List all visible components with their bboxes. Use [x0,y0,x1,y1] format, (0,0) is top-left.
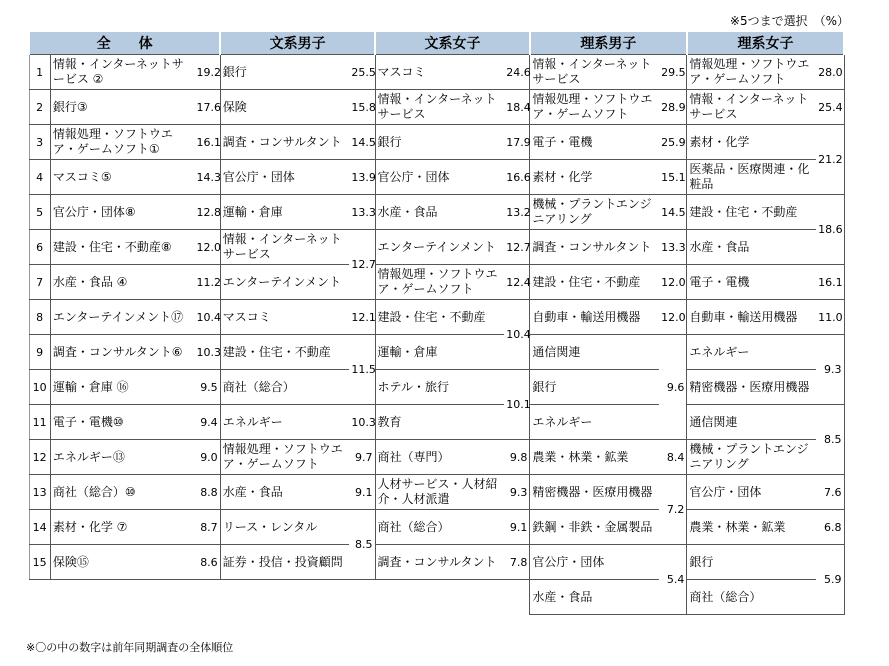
bunkei-male-name: 保険 [220,90,349,125]
rikei-male-name: 電子・電機 [530,125,659,160]
bunkei-female-name: 教育 [375,405,504,440]
bunkei-male-value: 9.7 [349,440,375,475]
bunkei-female-name: 情報・インターネットサービス [375,90,504,125]
rikei-female-value: 16.1 [816,265,844,300]
bunkei-female-name: ホテル・旅行 [375,370,504,405]
overall-name: 保険⑮ [50,545,194,580]
rikei-female-name: 自動車・輸送用機器 [687,300,816,335]
rikei-male-name: 精密機器・医療用機器 [530,475,659,510]
bunkei-male-name: 建設・住宅・不動産 [220,335,349,370]
overall-name: 素材・化学 ⑦ [50,510,194,545]
header-row [29,31,844,55]
bunkei-female-value: 9.8 [504,440,530,475]
rank-cell: 8 [29,300,50,335]
bunkei-male-value: 10.3 [349,405,375,440]
bunkei-male-name: エネルギー [220,405,349,440]
overall-value: 16.1 [195,125,221,160]
overall-value: 11.2 [195,265,221,300]
header-rikei-male: 理系男子 [530,31,687,55]
bunkei-female-value: 13.2 [504,195,530,230]
rikei-female-name: 情報・インターネットサービス [687,90,816,125]
rikei-male-name: 銀行 [530,370,659,405]
rikei-male-value: 25.9 [659,125,687,160]
rikei-female-name: 機械・プラントエンジニアリング [687,440,816,475]
table-row [29,545,844,580]
rank-cell: 12 [29,440,50,475]
rank-cell: 7 [29,265,50,300]
bunkei-female-name: 調査・コンサルタント [375,545,504,580]
rikei-female-name: 農業・林業・鉱業 [687,510,816,545]
rikei-male-name: 調査・コンサルタント [530,230,659,265]
rank-cell: 3 [29,125,50,160]
rikei-male-value: 14.5 [659,195,687,230]
rikei-female-name: 通信関連 [687,405,816,440]
bunkei-male-value: 9.1 [349,475,375,510]
bunkei-male-name: マスコミ [220,300,349,335]
rank-cell: 4 [29,160,50,195]
bunkei-male-name: 情報・インターネットサービス [220,230,349,265]
bunkei-male-name: 銀行 [220,55,349,90]
bunkei-female-value: 24.6 [504,55,530,90]
rikei-male-name: 情報・インターネットサービス [530,55,659,90]
footnote: ※〇の中の数字は前年同期調査の全体順位 [26,641,234,654]
overall-value: 17.6 [195,90,221,125]
bunkei-male-value: 15.8 [349,90,375,125]
rikei-female-name: 商社（総合） [687,580,816,615]
rikei-female-name: 電子・電機 [687,265,816,300]
bunkei-female-name: マスコミ [375,55,504,90]
bunkei-female-name: エンターテインメント [375,230,504,265]
rikei-female-name: 水産・食品 [687,230,816,265]
rikei-male-value: 29.5 [659,55,687,90]
rikei-male-value: 9.6 [659,335,687,440]
bunkei-male-name: 官公庁・団体 [220,160,349,195]
overall-value: 12.0 [195,230,221,265]
rikei-male-name: エネルギー [530,405,659,440]
bunkei-male-value: 13.9 [349,160,375,195]
overall-name: 銀行③ [50,90,194,125]
header-bunkei-male: 文系男子 [220,31,375,55]
rikei-female-name: 素材・化学 [687,125,816,160]
bunkei-female-value: 12.4 [504,265,530,300]
rikei-male-value: 5.4 [659,545,687,615]
table-row [29,195,844,230]
overall-name: エネルギー⑬ [50,440,194,475]
rank-cell: 13 [29,475,50,510]
bunkei-male-value: 11.5 [349,335,375,405]
bunkei-male-name: 運輸・倉庫 [220,195,349,230]
rank-cell: 15 [29,545,50,580]
bunkei-female-name: 運輸・倉庫 [375,335,504,370]
header-rikei-female: 理系女子 [687,31,844,55]
rikei-male-name: 水産・食品 [530,580,659,615]
rikei-male-name: 機械・プラントエンジニアリング [530,195,659,230]
rikei-male-value: 12.0 [659,300,687,335]
table-row [29,55,844,90]
rikei-female-value: 7.6 [816,475,844,510]
overall-name: 調査・コンサルタント⑥ [50,335,194,370]
rikei-male-value: 12.0 [659,265,687,300]
table-row [29,475,844,510]
table-row [29,230,844,265]
overall-name: 情報・インターネットサービス ② [50,55,194,90]
bunkei-female-name: 銀行 [375,125,504,160]
rikei-male-name: 官公庁・団体 [530,545,659,580]
rank-cell: 6 [29,230,50,265]
bunkei-female-value: 9.3 [504,475,530,510]
bunkei-male-value: 12.1 [349,300,375,335]
rikei-male-value: 7.2 [659,475,687,545]
rikei-female-value: 5.9 [816,545,844,615]
bunkei-female-value: 16.6 [504,160,530,195]
rank-cell: 10 [29,370,50,405]
overall-name: 運輸・倉庫 ⑯ [50,370,194,405]
overall-value: 10.3 [195,335,221,370]
bunkei-female-value: 10.4 [504,300,530,370]
rikei-male-value: 8.4 [659,440,687,475]
rikei-female-name: 医薬品・医療関連・化粧品 [687,160,816,195]
overall-value: 8.8 [195,475,221,510]
bunkei-female-name: 人材サービス・人材紹介・人材派遣 [375,475,504,510]
overall-value: 14.3 [195,160,221,195]
overall-name: 官公庁・団体⑧ [50,195,194,230]
rikei-female-name: 建設・住宅・不動産 [687,195,816,230]
bunkei-male-name: 水産・食品 [220,475,349,510]
rikei-male-name: 情報処理・ソフトウエア・ゲームソフト [530,90,659,125]
rank-cell: 2 [29,90,50,125]
table-row [29,90,844,125]
rikei-female-value: 18.6 [816,195,844,265]
overall-value: 19.2 [195,55,221,90]
ranking-table [28,30,845,615]
rank-cell: 9 [29,335,50,370]
overall-name: 水産・食品 ④ [50,265,194,300]
overall-name: 建設・住宅・不動産⑧ [50,230,194,265]
rikei-female-name: 情報処理・ソフトウエア・ゲームソフト [687,55,816,90]
rikei-male-name: 農業・林業・鉱業 [530,440,659,475]
table-row [29,265,844,300]
bunkei-male-name: 情報処理・ソフトウエア・ゲームソフト [220,440,349,475]
bunkei-male-name: 商社（総合） [220,370,349,405]
rikei-male-name: 建設・住宅・不動産 [530,265,659,300]
bunkei-female-name: 官公庁・団体 [375,160,504,195]
bunkei-male-name: エンターテインメント [220,265,349,300]
rikei-male-value: 28.9 [659,90,687,125]
rank-cell: 1 [29,55,50,90]
bunkei-female-value: 7.8 [504,545,530,580]
bunkei-female-value: 18.4 [504,90,530,125]
rikei-female-name: エネルギー [687,335,816,370]
header-bunkei-female: 文系女子 [375,31,530,55]
bunkei-male-value: 13.3 [349,195,375,230]
rikei-female-value: 6.8 [816,510,844,545]
rikei-male-name: 自動車・輸送用機器 [530,300,659,335]
overall-value: 12.8 [195,195,221,230]
table-row [29,440,844,475]
overall-value: 9.0 [195,440,221,475]
rank-cell: 5 [29,195,50,230]
bunkei-male-value: 14.5 [349,125,375,160]
rikei-female-name: 銀行 [687,545,816,580]
bunkei-female-name: 水産・食品 [375,195,504,230]
overall-value: 10.4 [195,300,221,335]
rikei-female-value: 25.4 [816,90,844,125]
bunkei-male-name: リース・レンタル [220,510,349,545]
rikei-female-value: 11.0 [816,300,844,335]
table-row [29,125,844,160]
overall-value: 8.7 [195,510,221,545]
bunkei-male-value: 8.5 [349,510,375,580]
table-row-extra [29,580,844,615]
overall-name: マスコミ⑤ [50,160,194,195]
overall-value: 8.6 [195,545,221,580]
table-row [29,370,844,405]
overall-name: 電子・電機⑩ [50,405,194,440]
bunkei-female-value: 9.1 [504,510,530,545]
rikei-male-value: 15.1 [659,160,687,195]
rank-cell: 11 [29,405,50,440]
rikei-female-value: 8.5 [816,405,844,475]
rikei-female-name: 精密機器・医療用機器 [687,370,816,405]
rikei-male-name: 鉄鋼・非鉄・金属製品 [530,510,659,545]
rikei-female-value: 28.0 [816,55,844,90]
rikei-female-name: 官公庁・団体 [687,475,816,510]
bunkei-female-name: 建設・住宅・不動産 [375,300,504,335]
rikei-male-name: 素材・化学 [530,160,659,195]
rank-cell: 14 [29,510,50,545]
bunkei-male-name: 調査・コンサルタント [220,125,349,160]
bunkei-female-value: 10.1 [504,370,530,440]
table-row [29,405,844,440]
overall-name: 情報処理・ソフトウエア・ゲームソフト① [50,125,194,160]
header-overall: 全 体 [29,31,220,55]
bunkei-female-name: 商社（総合） [375,510,504,545]
overall-value: 9.4 [195,405,221,440]
table-row [29,510,844,545]
table-row [29,300,844,335]
overall-value: 9.5 [195,370,221,405]
bunkei-female-name: 情報処理・ソフトウエア・ゲームソフト [375,265,504,300]
bunkei-male-value: 12.7 [349,230,375,300]
overall-name: エンターテインメント⑰ [50,300,194,335]
rikei-female-value: 9.3 [816,335,844,405]
bunkei-female-name: 商社（専門） [375,440,504,475]
bunkei-male-value: 25.5 [349,55,375,90]
rikei-male-name: 通信関連 [530,335,659,370]
unit-note: ※5つまで選択 （%） [729,14,849,28]
bunkei-male-name: 証券・投信・投資顧問 [220,545,349,580]
table-row [29,160,844,195]
bunkei-female-value: 17.9 [504,125,530,160]
rikei-male-value: 13.3 [659,230,687,265]
bunkei-female-value: 12.7 [504,230,530,265]
table-row [29,335,844,370]
rikei-female-value: 21.2 [816,125,844,195]
overall-name: 商社（総合）⑩ [50,475,194,510]
